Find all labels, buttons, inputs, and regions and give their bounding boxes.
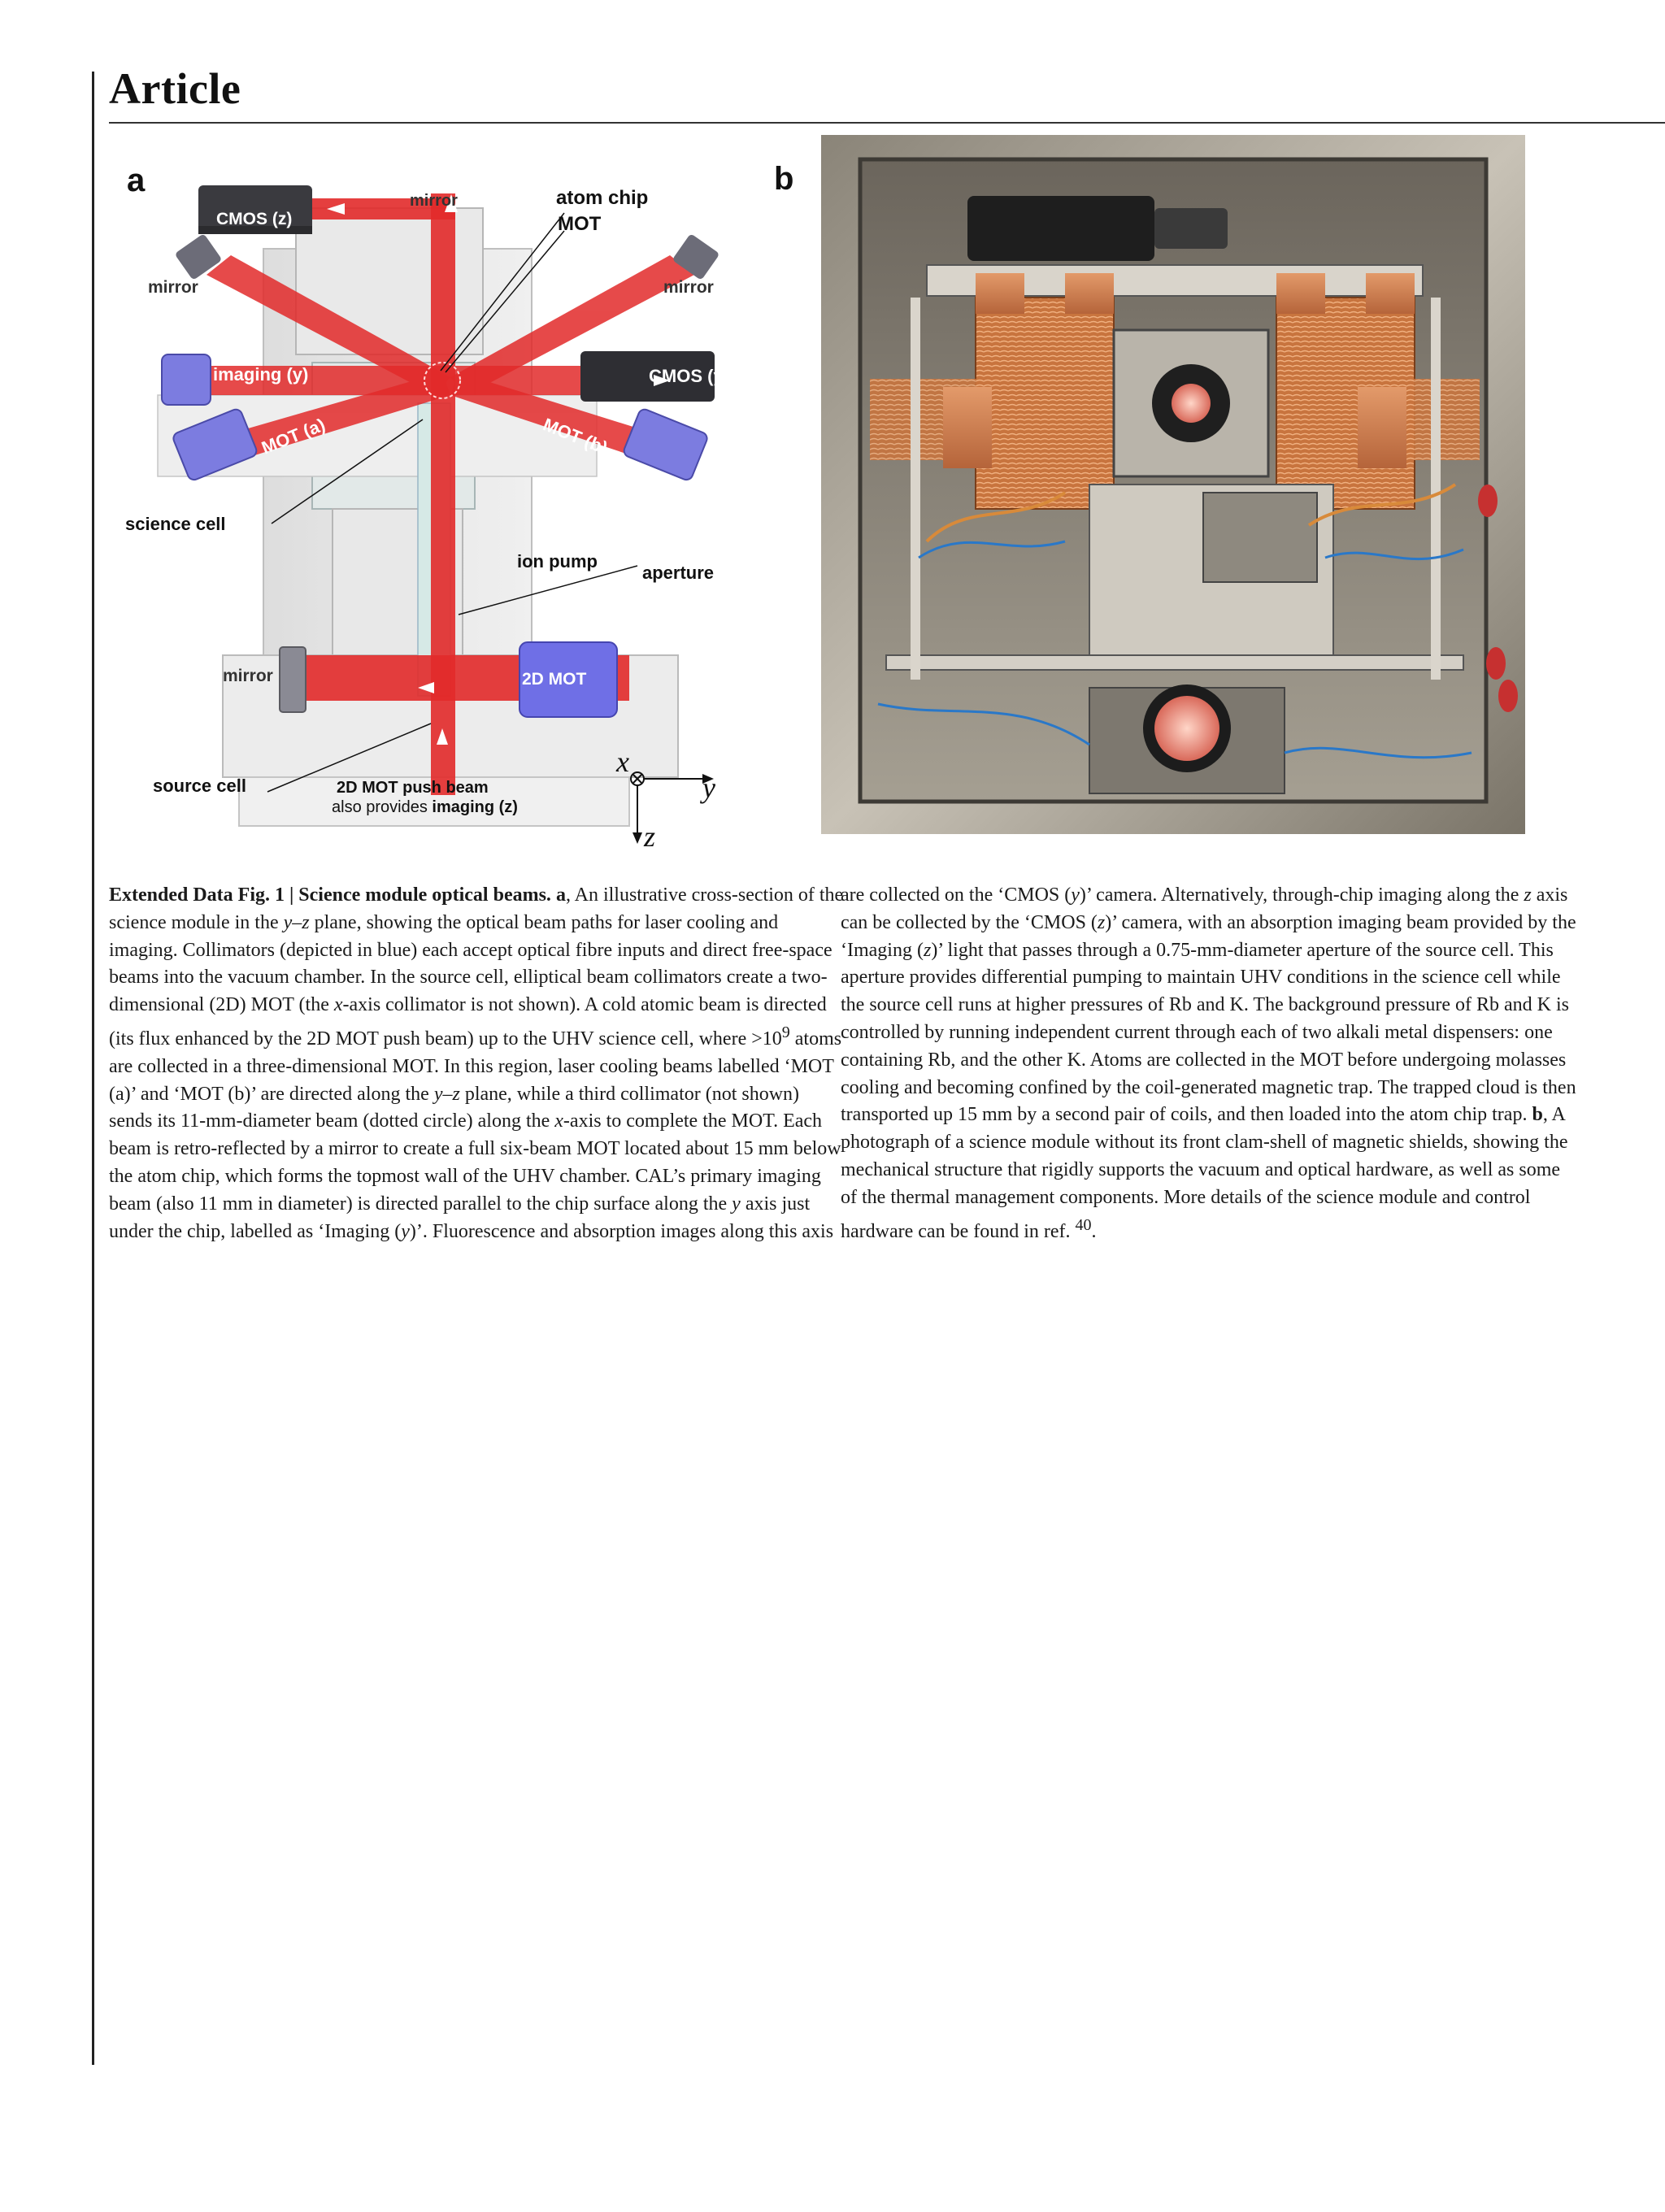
vertical-beam: [431, 193, 455, 795]
mirror-bottom: [280, 647, 306, 712]
caption-italic: z: [452, 1083, 460, 1105]
caption-text: , A photograph of a science module without its front clam-shell of magnetic shields, showing the mechanical structure that rigidly supports the vacuum and optical hardware, as well as some of the thermal management components. More details of the science module and control hardware can be found in ref.: [841, 1104, 1568, 1242]
label-cmos-y: CMOS (y): [649, 366, 729, 386]
label-push-beam: 2D MOT push beam: [337, 779, 489, 797]
panel-b-photograph: [821, 135, 1525, 834]
label-imaging-y: imaging (y): [213, 364, 309, 385]
science-module-photo: [821, 135, 1525, 834]
caption-a-marker: a: [550, 884, 566, 906]
label-2d-mot: 2D MOT: [522, 670, 587, 689]
caption-right-column: [841, 882, 1576, 1245]
caption-text: plane, showing the optical beam paths for laser cooling and imaging. Collimators (depicted in blue) each accept optical fibre inputs and direct free-space beams into the vacuum chamber. In the source cell, elliptical beam collimators create a two-dimensional (2D) MOT (the: [109, 911, 832, 1016]
caption-italic: x: [333, 994, 343, 1016]
caption-italic: y: [1071, 884, 1080, 906]
axis-label-x: x: [616, 745, 629, 778]
caption-text: )’ camera, with an absorption imaging beam provided by the ‘Imaging (: [841, 911, 1576, 961]
caption-italic: z: [302, 911, 310, 933]
caption-italic: z: [1524, 884, 1532, 906]
caption-text: , An illustrative cross-section of the science module in the: [109, 884, 844, 933]
caption-b-marker: b: [1532, 1104, 1543, 1126]
label-aperture: aperture: [642, 563, 715, 583]
mot-b-collimator: [622, 407, 709, 481]
caption-italic: y: [401, 1220, 410, 1242]
label-ion-pump: ion pump: [517, 551, 598, 571]
caption-text: –: [442, 1083, 453, 1105]
caption-italic: z: [923, 939, 932, 961]
imaging-y-collimator: [162, 354, 211, 405]
caption-italic: x: [554, 1110, 563, 1132]
label-science-cell: science cell: [125, 514, 226, 534]
label-mot-a: MOT (a): [259, 414, 328, 458]
reference-superscript: 40: [1075, 1215, 1092, 1234]
caption-text: –: [292, 911, 302, 933]
caption-text: plane, while a third collimator (not shown) sends its 11-mm-diameter beam (dotted circle) along the: [109, 1083, 800, 1132]
label-cmos-z: CMOS (z): [216, 210, 293, 228]
caption-left-column: [109, 882, 845, 1245]
caption-italic: z: [1097, 911, 1106, 933]
label-imaging-z: imaging (z): [432, 798, 518, 816]
label-mirror-right: mirror: [663, 278, 714, 297]
left-margin-rule: [92, 72, 94, 2065]
caption-superscript: 9: [781, 1023, 790, 1041]
caption-text: )’ camera. Alternatively, through-chip imaging along the: [1079, 884, 1524, 906]
label-source-cell: source cell: [153, 776, 246, 796]
label-also-provides: also provides imaging (z): [332, 798, 518, 816]
caption-text: -axis to complete the MOT. Each beam is retro-reflected by a mirror to create a full six-beam MOT located about 15 mm below the atom chip, which forms the topmost wall of the UHV chamber. CAL’s primary imaging beam (also 11 mm in diameter) is directed parallel to the chip surface along the: [109, 1110, 841, 1215]
header-rule: [109, 122, 1665, 124]
caption-italic: y: [283, 911, 293, 933]
panel-a-diagram: [109, 159, 743, 875]
axis-label-y: y: [702, 771, 715, 804]
caption-italic: y: [433, 1083, 443, 1105]
article-header: Article: [109, 64, 241, 113]
caption-text: -axis collimator is not shown). A cold atomic beam is directed (its flux enhanced by the 2D MOT push beam) up to the UHV science cell, where >10: [109, 994, 827, 1050]
label-mirror-top: mirror: [410, 192, 458, 210]
label-mot-b: MOT (b): [540, 414, 611, 458]
caption-text: are collected on the ‘CMOS (: [841, 884, 1072, 906]
axis-triad: [631, 772, 711, 841]
label-mirror-bottom: mirror: [223, 667, 273, 685]
caption-text: )’. Fluorescence and absorption images along this axis: [409, 1220, 834, 1242]
caption-italic: y: [732, 1193, 741, 1215]
axis-label-z: z: [644, 820, 656, 853]
caption-text: axis just under the chip, labelled as ‘Imaging (: [109, 1193, 811, 1242]
caption-text: axis can be collected by the ‘CMOS (: [841, 884, 1568, 933]
label-mirror-left: mirror: [148, 278, 198, 297]
caption-text: atoms are collected in a three-dimensional MOT. In this region, laser cooling beams labelled ‘MOT (a)’ and ‘MOT (b)’ are directed along the: [109, 1028, 842, 1105]
caption-text: )’ light that passes through a 0.75-mm-diameter aperture of the source cell. This aperture provides differential pumping to maintain UHV conditions in the science cell while the source cell runs at higher pressures of Rb and K. The background pressure of Rb and K is controlled by running independent current through each of two alkali metal dispensers: one containing Rb, and the other K. Atoms are collected in the MOT before undergoing molasses cooling and becoming confined by the coil-generated magnetic trap. The trapped cloud is then transported up 15 mm by a second pair of coils, and then loaded into the atom chip trap.: [841, 939, 1576, 1126]
panel-a-letter: a: [127, 163, 146, 198]
caption-text: .: [1091, 1220, 1097, 1242]
figure-label: Extended Data Fig. 1 | Science module optical beams.: [109, 884, 551, 906]
label-atom-chip: atom chip: [556, 187, 649, 209]
panel-b-letter: b: [774, 161, 794, 197]
label-mot-top: MOT: [558, 213, 602, 235]
